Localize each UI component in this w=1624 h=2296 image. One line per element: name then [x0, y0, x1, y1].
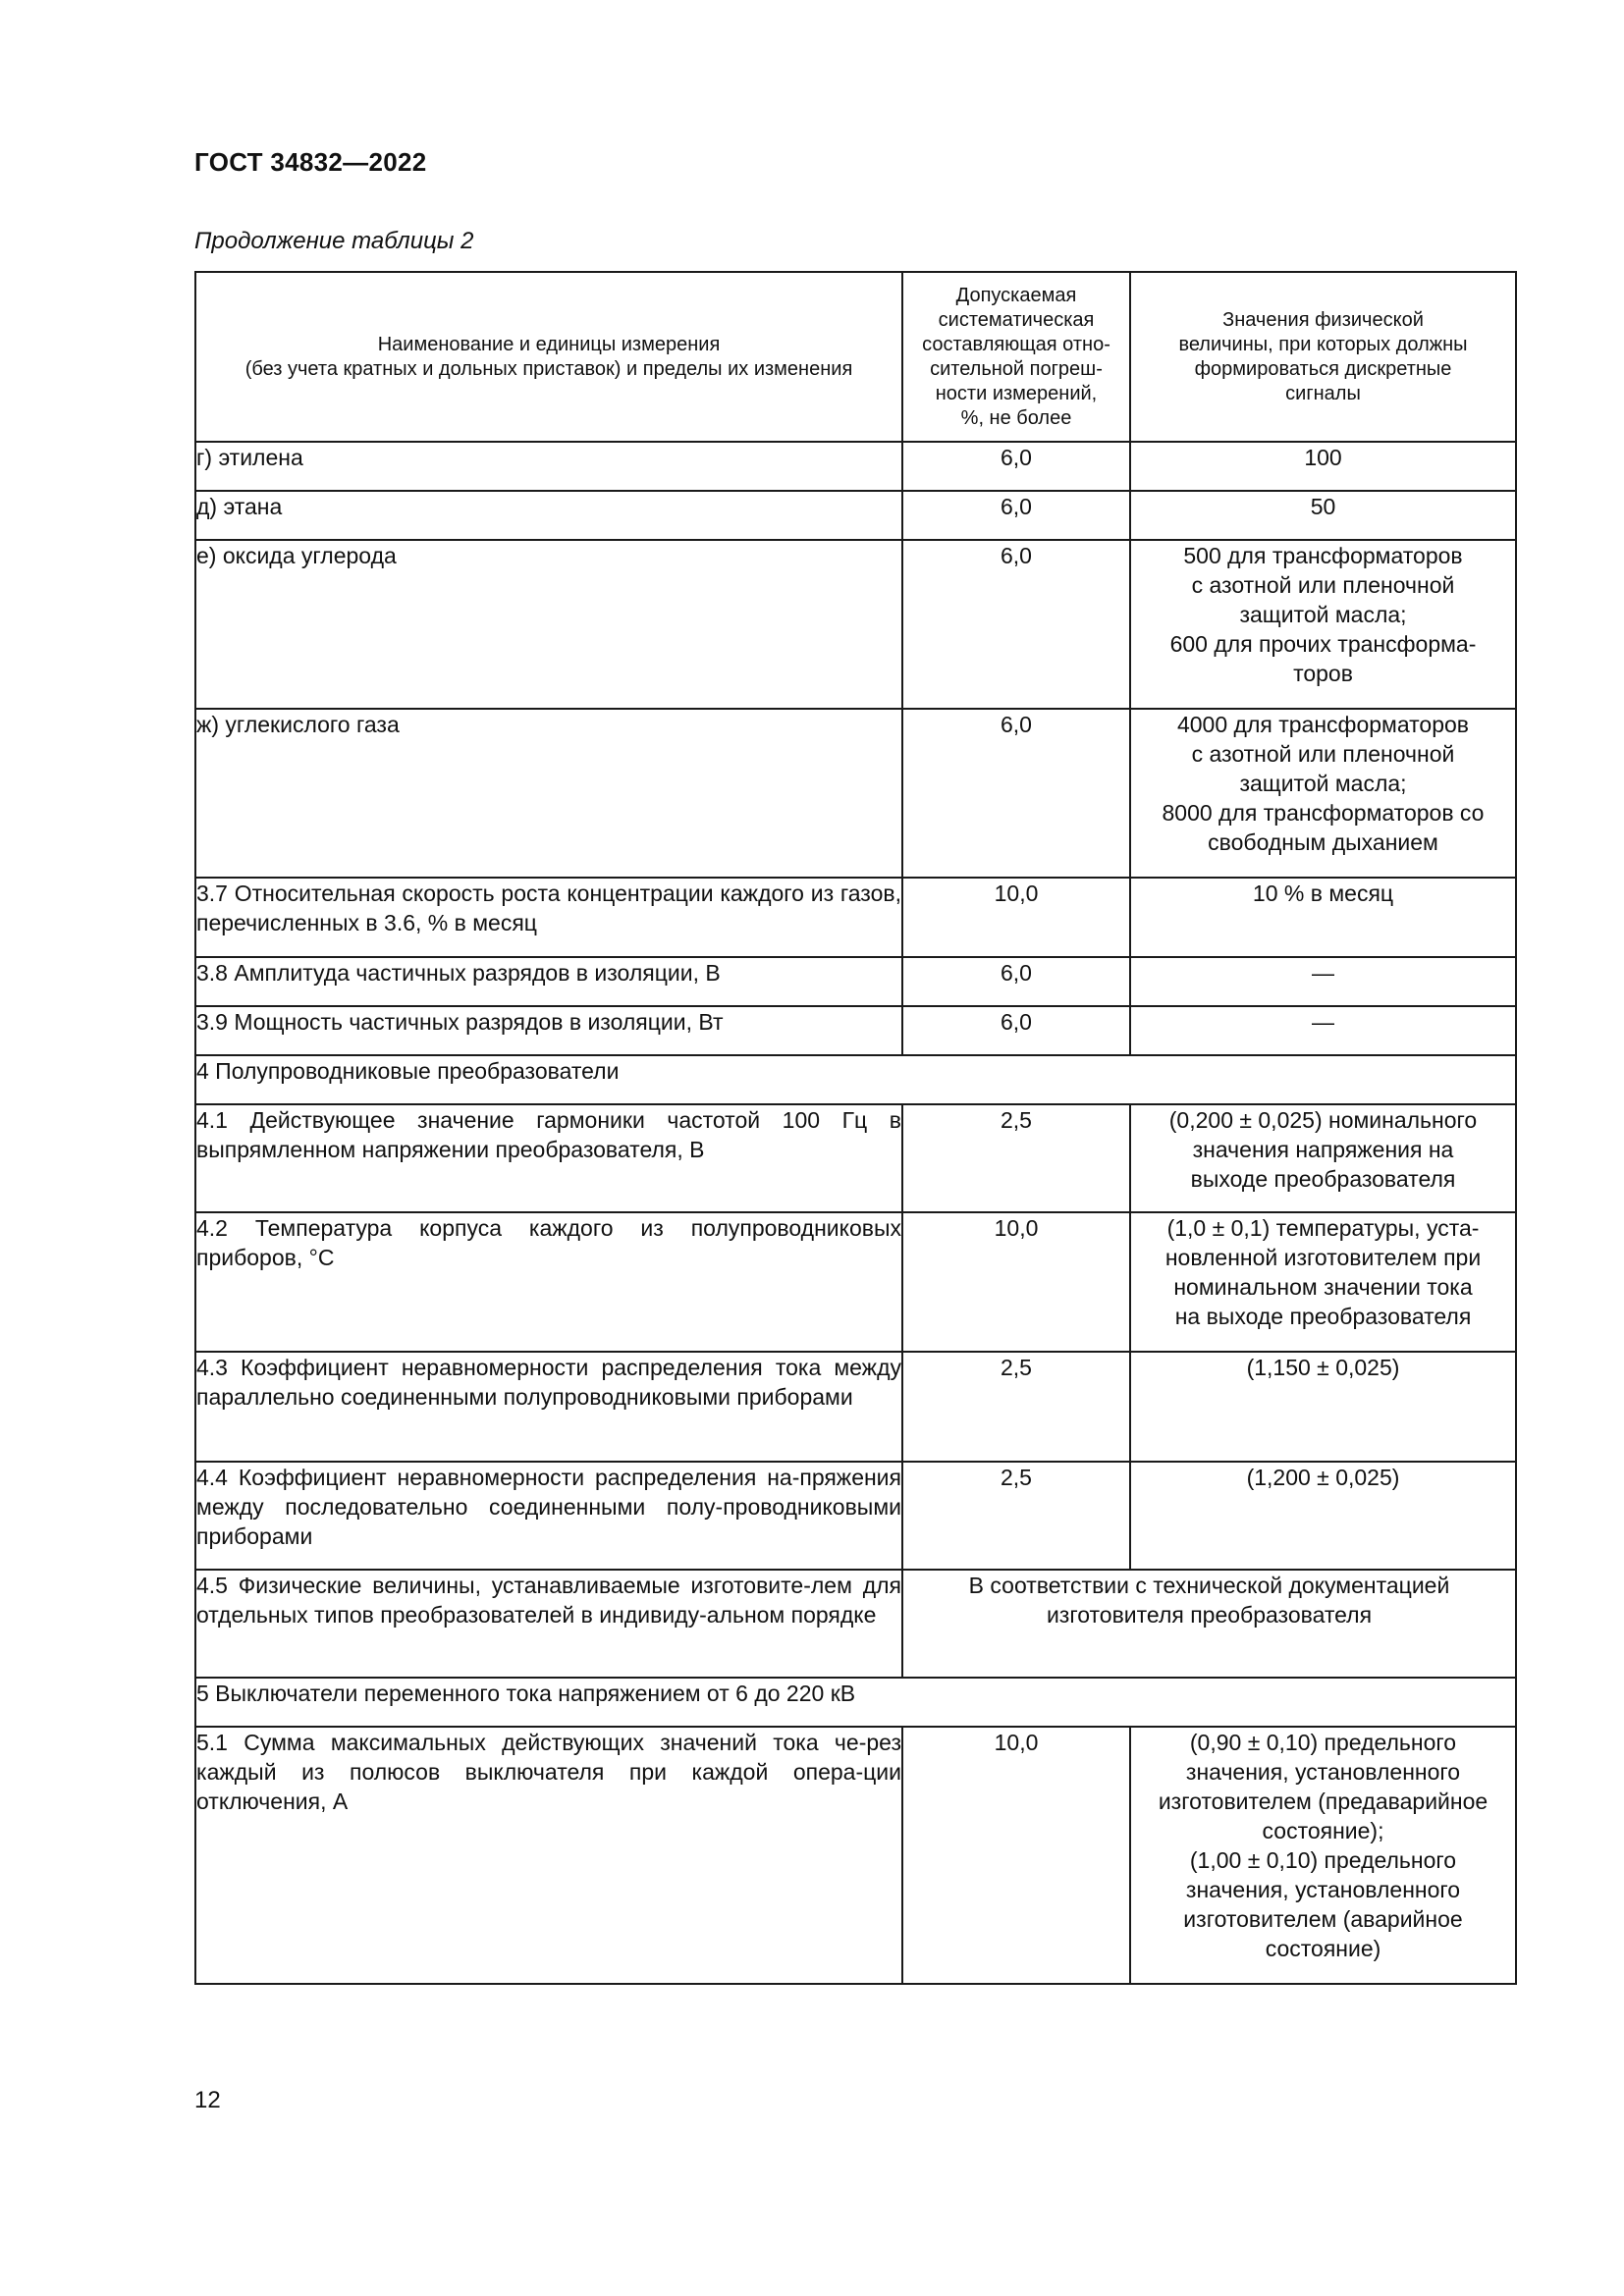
- value-line: (1,200 ± 0,025): [1246, 1465, 1400, 1490]
- value-line: 10 % в месяц: [1252, 881, 1394, 906]
- value-line: изготовителем (предаварийное: [1158, 1789, 1489, 1814]
- row-name: 4.2 Температура корпуса каждого из полупроводниковых приборов, °С: [195, 1212, 902, 1352]
- value-line: 600 для прочих трансформа-: [1169, 631, 1477, 657]
- value-line: на выходе преобразователя: [1174, 1304, 1472, 1329]
- value-line: 100: [1304, 445, 1342, 470]
- row-value: [1130, 1006, 1516, 1055]
- value-line: значения напряжения на: [1192, 1137, 1454, 1162]
- row-error: 6,0: [902, 1006, 1130, 1055]
- row-name: ж) углекислого газа: [195, 709, 902, 878]
- row-error: 2,5: [902, 1352, 1130, 1462]
- table-row: [195, 709, 1516, 878]
- row-name: 3.9 Мощность частичных разрядов в изоляции, Вт: [195, 1006, 902, 1055]
- value-line: защитой масла;: [1239, 602, 1407, 627]
- row-merged-value: [902, 1570, 1516, 1678]
- header-line: ности измерений,: [935, 382, 1098, 404]
- column-header-name: [195, 272, 902, 442]
- table-row: [195, 1462, 1516, 1570]
- value-line: выходе преобразователя: [1190, 1166, 1456, 1192]
- header-line: составляющая отно-: [922, 333, 1110, 355]
- row-value: [1130, 709, 1516, 878]
- column-header-value: [1130, 272, 1516, 442]
- row-name: 4.3 Коэффициент неравномерности распределения тока между параллельно соединенными полупроводниковыми приборами: [195, 1352, 902, 1462]
- header-line: (без учета кратных и дольных приставок) и пределы их изменения: [244, 357, 853, 380]
- merged-line: изготовителя преобразователя: [1046, 1602, 1373, 1628]
- value-line: новленной изготовителем при: [1164, 1245, 1482, 1270]
- row-value: [1130, 442, 1516, 491]
- value-line: 50: [1310, 494, 1336, 519]
- header-line: систематическая: [938, 308, 1095, 331]
- row-value: [1130, 1462, 1516, 1570]
- table-row: [195, 1570, 1516, 1678]
- table-row: [195, 491, 1516, 540]
- header-line: формироваться дискретные: [1194, 357, 1452, 380]
- row-value: [1130, 491, 1516, 540]
- row-error: 2,5: [902, 1104, 1130, 1212]
- value-line: —: [1312, 1009, 1334, 1035]
- section-title: 4 Полупроводниковые преобразователи: [195, 1055, 1516, 1104]
- row-error: 6,0: [902, 957, 1130, 1006]
- section-row: [195, 1055, 1516, 1104]
- header-line: Допускаемая: [955, 284, 1077, 306]
- table-row: [195, 1006, 1516, 1055]
- row-name: 4.4 Коэффициент неравномерности распределения на-пряжения между последовательно соединенными полу-проводниковыми приборами: [195, 1462, 902, 1570]
- table-caption: Продолжение таблицы 2: [194, 228, 474, 254]
- value-line: 4000 для трансформаторов: [1176, 712, 1470, 737]
- header-line: Наименование и единицы измерения: [377, 333, 721, 355]
- value-line: изготовителем (аварийное: [1183, 1906, 1463, 1932]
- row-value: [1130, 1352, 1516, 1462]
- row-error: 10,0: [902, 878, 1130, 957]
- row-name: г) этилена: [195, 442, 902, 491]
- value-line: (1,0 ± 0,1) температуры, уста-: [1166, 1215, 1480, 1241]
- value-line: —: [1312, 960, 1334, 986]
- header-line: Значения физической: [1222, 308, 1424, 331]
- table-header-row: [195, 272, 1516, 442]
- row-error: 6,0: [902, 540, 1130, 709]
- row-error: 6,0: [902, 491, 1130, 540]
- header-line: величины, при которых должны: [1178, 333, 1468, 355]
- row-error: 6,0: [902, 442, 1130, 491]
- value-line: с азотной или пленочной: [1191, 741, 1455, 767]
- table-row: [195, 442, 1516, 491]
- column-header-error: [902, 272, 1130, 442]
- value-line: (1,00 ± 0,10) предельного: [1189, 1847, 1457, 1873]
- table-row: [195, 1352, 1516, 1462]
- row-value: [1130, 1212, 1516, 1352]
- section-row: [195, 1678, 1516, 1727]
- row-value: [1130, 540, 1516, 709]
- row-value: [1130, 878, 1516, 957]
- value-line: номинальном значении тока: [1173, 1274, 1473, 1300]
- header-line: %, не более: [960, 406, 1072, 429]
- row-error: 10,0: [902, 1212, 1130, 1352]
- value-line: свободным дыханием: [1208, 829, 1438, 855]
- value-line: значения, установленного: [1185, 1877, 1461, 1902]
- row-value: [1130, 957, 1516, 1006]
- table-row: [195, 540, 1516, 709]
- section-title: 5 Выключатели переменного тока напряжением от 6 до 220 кВ: [195, 1678, 1516, 1727]
- value-line: (0,90 ± 0,10) предельного: [1189, 1730, 1457, 1755]
- table-row: [195, 1727, 1516, 1984]
- value-line: 500 для трансформаторов: [1183, 543, 1463, 568]
- row-name: 3.8 Амплитуда частичных разрядов в изоляции, В: [195, 957, 902, 1006]
- row-name: д) этана: [195, 491, 902, 540]
- standard-designation: ГОСТ 34832—2022: [194, 147, 427, 177]
- header-line: сигналы: [1285, 382, 1361, 404]
- row-name: 4.5 Физические величины, устанавливаемые изготовите-лем для отдельных типов преобразователей в индивиду-альном порядке: [195, 1570, 902, 1678]
- value-line: состояние): [1265, 1936, 1381, 1961]
- table-row: [195, 1212, 1516, 1352]
- row-error: 10,0: [902, 1727, 1130, 1984]
- header-line: сительной погреш-: [930, 357, 1103, 380]
- row-error: 2,5: [902, 1462, 1130, 1570]
- parameters-table: [194, 271, 1517, 1985]
- row-name: е) оксида углерода: [195, 540, 902, 709]
- value-line: 8000 для трансформаторов со: [1162, 800, 1485, 826]
- row-name: 5.1 Сумма максимальных действующих значений тока че-рез каждый из полюсов выключателя при каждой опера-ции отключения, А: [195, 1727, 902, 1984]
- row-value: [1130, 1727, 1516, 1984]
- merged-line: В соответствии с технической документацией: [968, 1573, 1450, 1598]
- value-line: состояние);: [1262, 1818, 1384, 1843]
- table-row: [195, 878, 1516, 957]
- value-line: значения, установленного: [1185, 1759, 1461, 1785]
- table-row: [195, 1104, 1516, 1212]
- value-line: с азотной или пленочной: [1191, 572, 1455, 598]
- page-number: 12: [194, 2087, 221, 2113]
- row-value: [1130, 1104, 1516, 1212]
- value-line: (1,150 ± 0,025): [1246, 1355, 1400, 1380]
- row-name: 3.7 Относительная скорость роста концентрации каждого из газов, перечисленных в 3.6, % в месяц: [195, 878, 902, 957]
- row-name: 4.1 Действующее значение гармоники частотой 100 Гц в выпрямленном напряжении преобразователя, В: [195, 1104, 902, 1212]
- value-line: торов: [1293, 661, 1353, 686]
- table-row: [195, 957, 1516, 1006]
- value-line: защитой масла;: [1239, 771, 1407, 796]
- row-error: 6,0: [902, 709, 1130, 878]
- value-line: (0,200 ± 0,025) номинального: [1168, 1107, 1478, 1133]
